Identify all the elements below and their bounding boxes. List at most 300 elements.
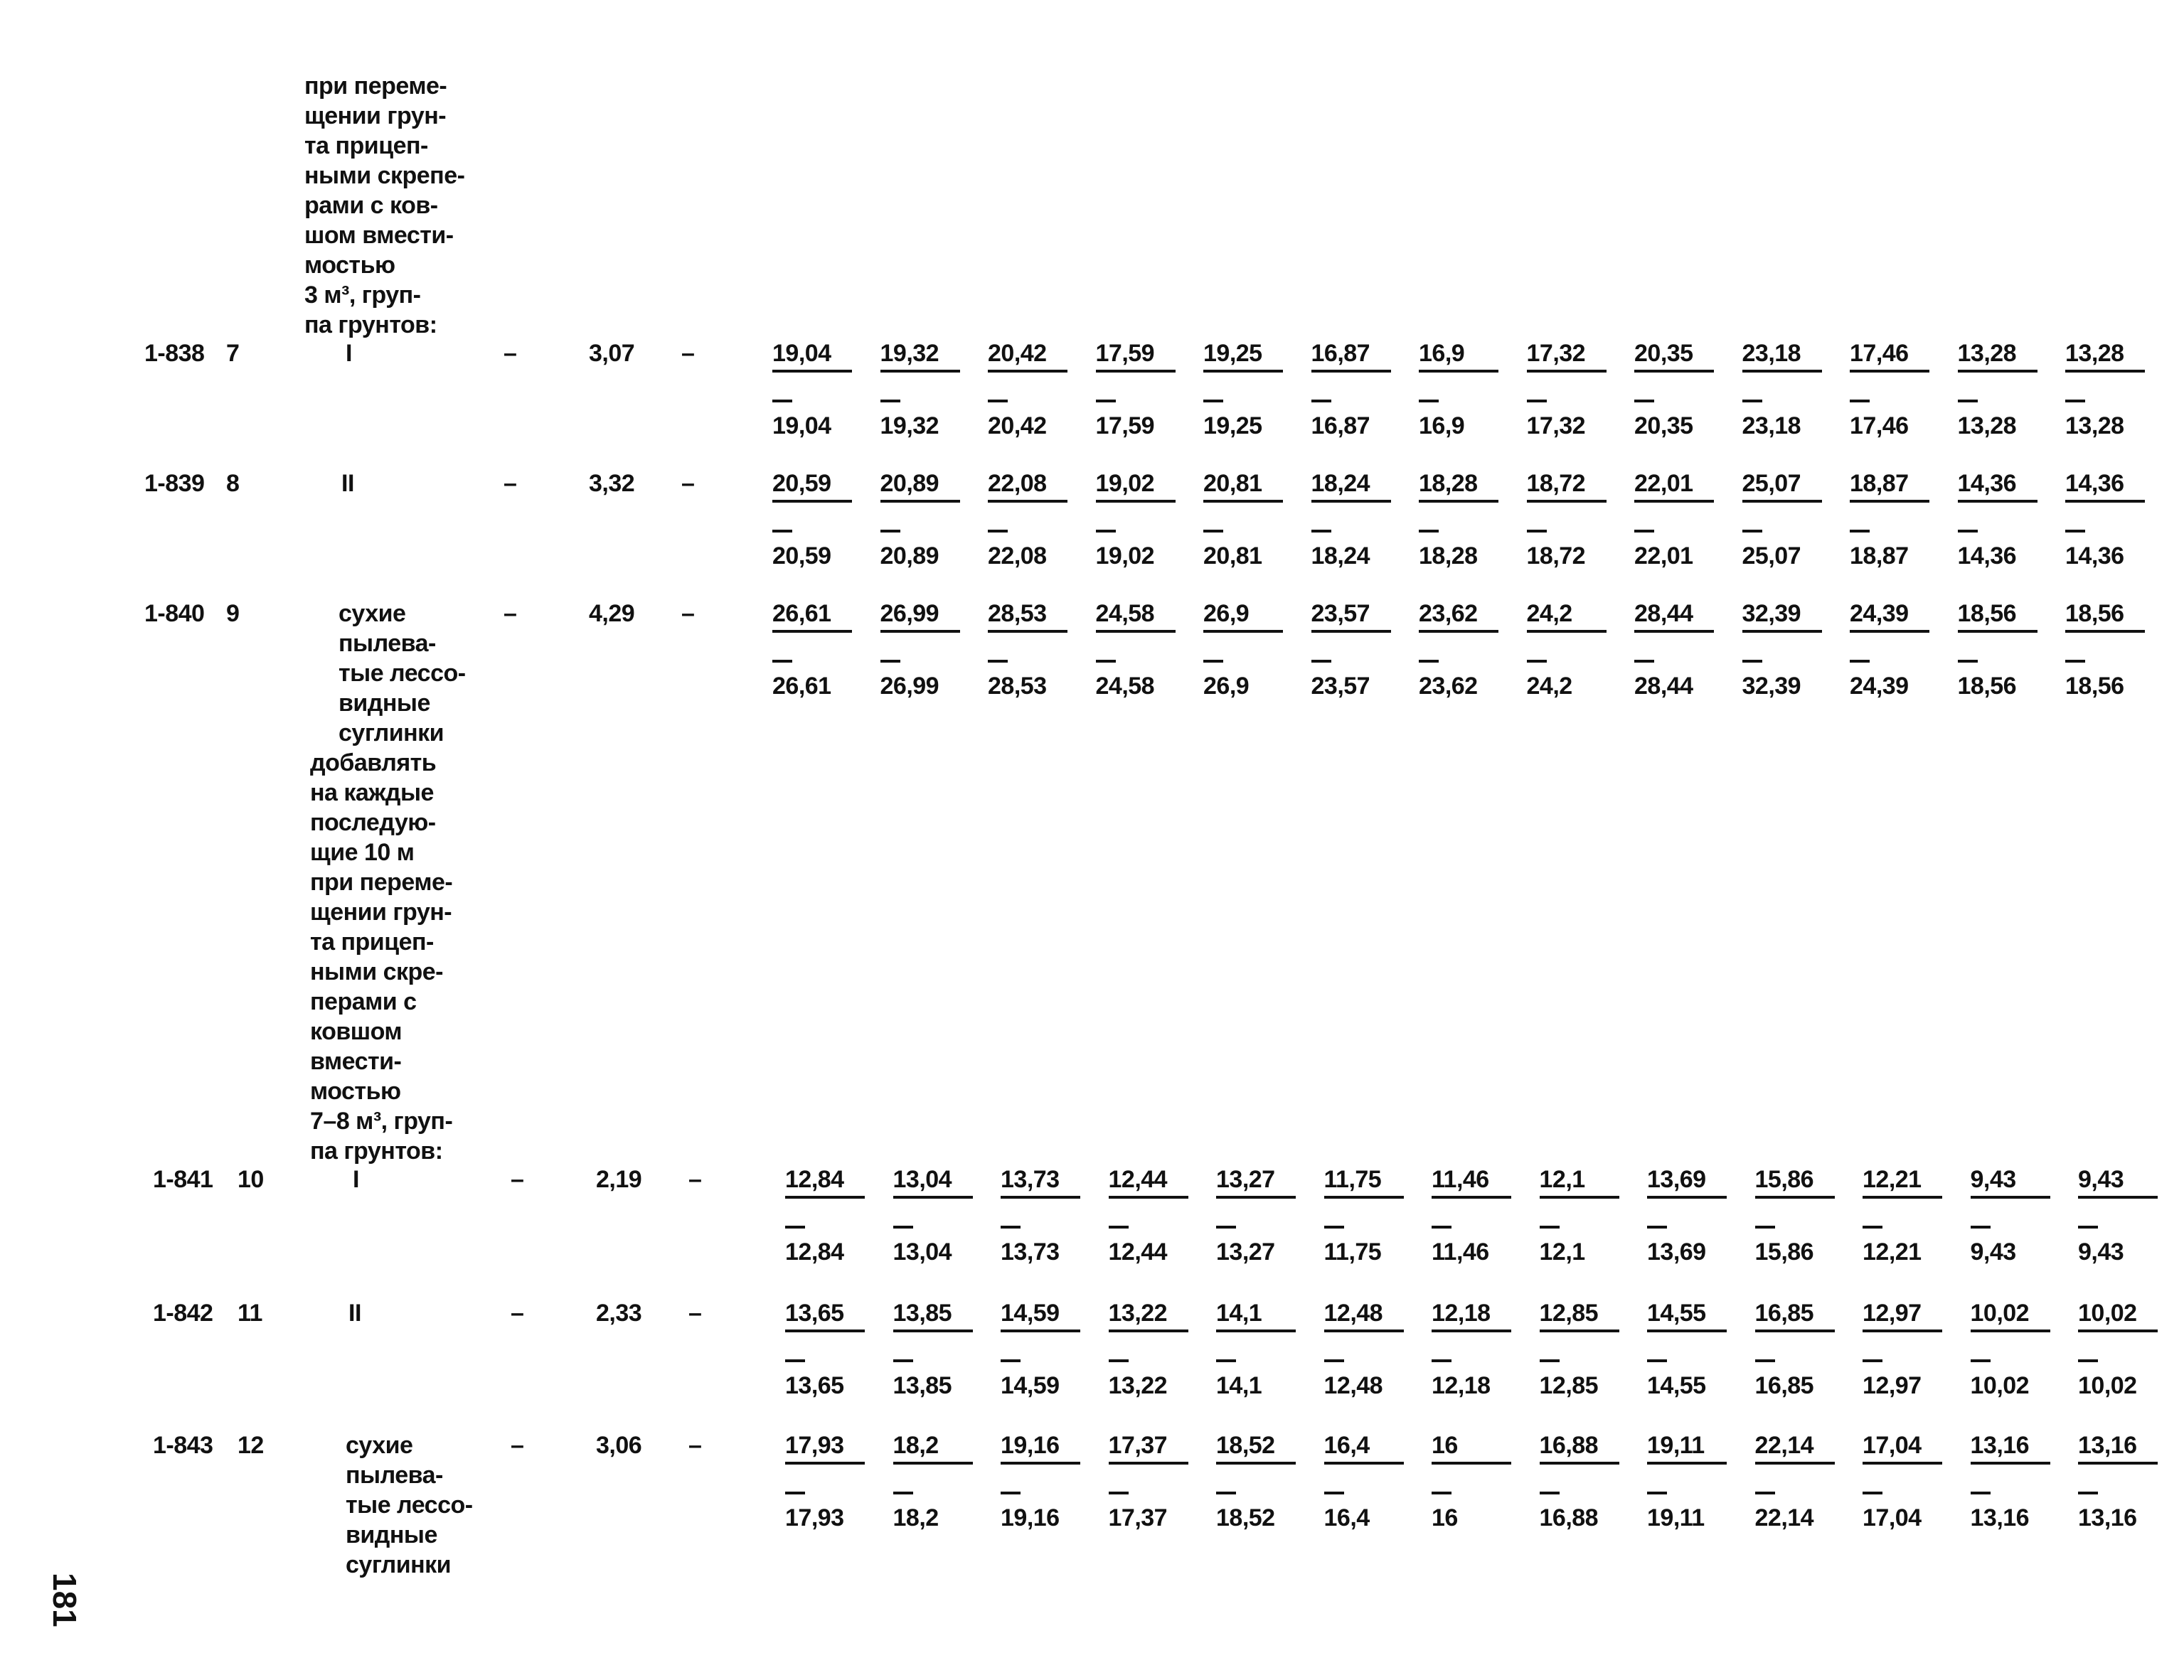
cell-denominator: 9,43 (1970, 1238, 2016, 1266)
fraction-bar (1755, 1462, 1835, 1465)
cell-denominator: 12,44 (1108, 1238, 1168, 1266)
fraction-bar (1634, 630, 1714, 633)
row-description: I (346, 340, 352, 367)
row-number: 8 (226, 470, 240, 497)
table-cell (1850, 338, 1949, 441)
table-cell (893, 1430, 993, 1533)
cell-denominator: 22,01 (1634, 542, 1693, 569)
fraction-dash (1109, 1492, 1129, 1494)
cell-numerator: 9,43 (1970, 1166, 2016, 1193)
fraction-dash (988, 660, 1008, 663)
fraction-dash (1419, 660, 1439, 663)
cell-denominator: 14,1 (1216, 1372, 1262, 1399)
fraction-bar (785, 1462, 865, 1465)
table-cell (2078, 1430, 2178, 1533)
cell-numerator: 12,97 (1863, 1300, 1922, 1327)
table-cell (880, 599, 980, 701)
fraction-bar (2078, 1462, 2158, 1465)
cell-numerator: 32,39 (1742, 600, 1801, 627)
cell-denominator: 13,73 (1001, 1238, 1060, 1266)
cell-denominator: 17,93 (785, 1504, 844, 1531)
cell-numerator: 13,27 (1216, 1166, 1275, 1193)
row-dash: – (681, 340, 695, 367)
fraction-dash (880, 530, 900, 533)
fraction-dash (1096, 400, 1116, 402)
table-cell (785, 1165, 885, 1267)
cell-numerator: 17,46 (1850, 340, 1909, 367)
table-cell (893, 1298, 993, 1401)
cell-numerator: 14,1 (1216, 1300, 1262, 1327)
cell-numerator: 25,07 (1742, 470, 1801, 497)
fraction-bar (1540, 1196, 1619, 1199)
fraction-dash (1540, 1359, 1560, 1362)
fraction-dash (1203, 530, 1223, 533)
fraction-bar (1742, 500, 1822, 503)
table-cell (1647, 1298, 1747, 1401)
cell-denominator: 24,39 (1850, 673, 1909, 700)
cell-denominator: 18,2 (893, 1504, 939, 1531)
cell-denominator: 9,43 (2078, 1238, 2124, 1266)
cell-denominator: 14,59 (1001, 1372, 1060, 1399)
fraction-dash (1971, 1359, 1991, 1362)
cell-denominator: 14,36 (2065, 542, 2124, 569)
row-dash: – (511, 1300, 524, 1327)
fraction-dash (1742, 660, 1762, 663)
cell-denominator: 16 (1432, 1504, 1458, 1531)
cell-denominator: 19,32 (880, 412, 939, 439)
fraction-bar (1527, 630, 1607, 633)
fraction-bar (1432, 1196, 1511, 1199)
row-code: 1-840 (144, 600, 205, 627)
fraction-bar (1096, 500, 1176, 503)
fraction-dash (1958, 400, 1978, 402)
row-number: 11 (238, 1300, 262, 1327)
cell-denominator: 14,36 (1957, 542, 2017, 569)
fraction-dash (785, 1492, 805, 1494)
row-cells (0, 469, 2184, 589)
cell-denominator: 13,22 (1108, 1372, 1168, 1399)
fraction-dash (2065, 660, 2085, 663)
row-dash: – (511, 1166, 524, 1193)
cell-denominator: 12,97 (1863, 1372, 1922, 1399)
fraction-dash (1540, 1226, 1560, 1229)
fraction-dash (1755, 1492, 1775, 1494)
row-dash: – (681, 600, 695, 627)
fraction-bar (772, 500, 852, 503)
table-cell (1634, 599, 1734, 701)
cell-numerator: 18,87 (1850, 470, 1909, 497)
table-cell (1216, 1298, 1316, 1401)
fraction-dash (988, 400, 1008, 402)
fraction-dash (1863, 1492, 1882, 1494)
fraction-bar (785, 1196, 865, 1199)
table-cell (1432, 1298, 1531, 1401)
cell-numerator: 12,18 (1432, 1300, 1491, 1327)
cell-denominator: 10,02 (2078, 1372, 2137, 1399)
row-dash: – (511, 1432, 524, 1459)
fraction-dash (1527, 660, 1547, 663)
table-cell (1971, 1165, 2070, 1267)
table-cell (1311, 338, 1411, 441)
fraction-bar (1527, 370, 1607, 373)
fraction-bar (1109, 1196, 1188, 1199)
fraction-bar (2078, 1329, 2158, 1332)
cell-numerator: 16,85 (1754, 1300, 1814, 1327)
table-cell (1419, 338, 1518, 441)
table-cell (1971, 1298, 2070, 1401)
fraction-dash (2078, 1492, 2098, 1494)
row-code: 1-839 (144, 470, 205, 497)
table-cell (785, 1430, 885, 1533)
row-cells (0, 599, 2184, 719)
cell-numerator: 13,65 (785, 1300, 844, 1327)
table-cell (772, 599, 872, 701)
row-value: 2,33 (596, 1300, 642, 1327)
cell-numerator: 17,59 (1095, 340, 1155, 367)
fraction-bar (1647, 1329, 1727, 1332)
fraction-bar (1324, 1462, 1404, 1465)
cell-numerator: 11,46 (1432, 1166, 1489, 1193)
row-dash: – (504, 470, 517, 497)
row-value: 4,29 (589, 600, 635, 627)
row-description: II (348, 1300, 361, 1327)
cell-denominator: 10,02 (1970, 1372, 2030, 1399)
cell-numerator: 13,28 (2065, 340, 2124, 367)
fraction-dash (2078, 1359, 2098, 1362)
cell-numerator: 16,88 (1539, 1432, 1599, 1459)
fraction-dash (2065, 530, 2085, 533)
cell-denominator: 12,21 (1863, 1238, 1922, 1266)
cell-denominator: 11,75 (1323, 1238, 1382, 1266)
cell-denominator: 28,44 (1634, 673, 1693, 700)
cell-numerator: 23,62 (1419, 600, 1478, 627)
table-cell (1324, 1430, 1424, 1533)
fraction-dash (1096, 660, 1116, 663)
fraction-dash (1432, 1492, 1451, 1494)
table-cell (1755, 1165, 1855, 1267)
fraction-bar (1311, 370, 1391, 373)
fraction-dash (1419, 530, 1439, 533)
cell-numerator: 12,48 (1323, 1300, 1383, 1327)
table-cell (772, 469, 872, 571)
fraction-bar (1540, 1462, 1619, 1465)
table-cell (1742, 599, 1842, 701)
fraction-dash (1324, 1226, 1344, 1229)
row-code: 1-842 (153, 1300, 213, 1327)
fraction-bar (1311, 500, 1391, 503)
cell-denominator: 18,28 (1419, 542, 1478, 569)
table-cell (1527, 338, 1626, 441)
cell-denominator: 18,56 (2065, 673, 2124, 700)
cell-numerator: 28,53 (988, 600, 1047, 627)
table-cell (2065, 599, 2165, 701)
fraction-dash (1109, 1359, 1129, 1362)
fraction-bar (1311, 630, 1391, 633)
cell-denominator: 13,04 (893, 1238, 952, 1266)
cell-numerator: 19,04 (772, 340, 831, 367)
fraction-dash (1971, 1226, 1991, 1229)
fraction-dash (1527, 400, 1547, 402)
cell-denominator: 18,56 (1957, 673, 2017, 700)
fraction-dash (1324, 1359, 1344, 1362)
row-number: 9 (226, 600, 240, 627)
cell-numerator: 18,28 (1419, 470, 1478, 497)
cell-denominator: 13,69 (1647, 1238, 1706, 1266)
fraction-bar (1203, 370, 1283, 373)
row-number: 12 (238, 1432, 264, 1459)
cell-denominator: 32,39 (1742, 673, 1801, 700)
cell-denominator: 17,59 (1095, 412, 1155, 439)
table-cell (1540, 1165, 1639, 1267)
cell-denominator: 15,86 (1754, 1238, 1814, 1266)
row-number: 10 (238, 1166, 264, 1193)
cell-numerator: 19,02 (1095, 470, 1155, 497)
fraction-dash (1755, 1226, 1775, 1229)
row-dash: – (681, 470, 695, 497)
cell-denominator: 12,18 (1432, 1372, 1491, 1399)
section-heading-1: при переме- щении грун- та прицеп- ными скрепе- рами с ков- шом вмести- мостью 3 м³, груп- па грунтов: (304, 73, 465, 338)
fraction-bar (1634, 370, 1714, 373)
cell-numerator: 16,87 (1311, 340, 1370, 367)
cell-numerator: 19,32 (880, 340, 939, 367)
table-cell (1958, 599, 2057, 701)
fraction-bar (1216, 1329, 1296, 1332)
cell-denominator: 25,07 (1742, 542, 1801, 569)
table-cell (1527, 469, 1626, 571)
cell-numerator: 26,61 (772, 600, 831, 627)
cell-numerator: 10,02 (2078, 1300, 2137, 1327)
cell-numerator: 22,08 (988, 470, 1047, 497)
fraction-dash (1742, 400, 1762, 402)
cell-numerator: 17,37 (1108, 1432, 1168, 1459)
cell-denominator: 17,32 (1526, 412, 1586, 439)
cell-denominator: 19,11 (1647, 1504, 1705, 1531)
fraction-dash (1096, 530, 1116, 533)
fraction-bar (1203, 500, 1283, 503)
cell-numerator: 13,22 (1108, 1300, 1168, 1327)
cell-numerator: 18,52 (1216, 1432, 1275, 1459)
cell-numerator: 17,04 (1863, 1432, 1922, 1459)
row-cells (9, 1430, 2170, 1551)
fraction-bar (1647, 1462, 1727, 1465)
cell-numerator: 19,11 (1647, 1432, 1705, 1459)
cell-denominator: 22,14 (1754, 1504, 1814, 1531)
row-dash: – (688, 1432, 702, 1459)
fraction-bar (1109, 1329, 1188, 1332)
fraction-bar (1742, 370, 1822, 373)
cell-numerator: 12,84 (785, 1166, 844, 1193)
cell-numerator: 18,2 (893, 1432, 939, 1459)
row-code: 1-843 (153, 1432, 213, 1459)
table-cell (2065, 469, 2165, 571)
cell-denominator: 20,81 (1203, 542, 1262, 569)
cell-denominator: 16,4 (1323, 1504, 1370, 1531)
cell-numerator: 22,14 (1754, 1432, 1814, 1459)
fraction-dash (880, 400, 900, 402)
table-cell (1432, 1430, 1531, 1533)
cell-numerator: 18,72 (1526, 470, 1586, 497)
cell-numerator: 12,85 (1539, 1300, 1599, 1327)
fraction-bar (1096, 630, 1176, 633)
table-cell (1540, 1430, 1639, 1533)
fraction-dash (2078, 1226, 2098, 1229)
cell-denominator: 11,46 (1432, 1238, 1489, 1266)
cell-numerator: 19,16 (1001, 1432, 1060, 1459)
fraction-bar (1971, 1462, 2050, 1465)
cell-numerator: 13,28 (1957, 340, 2017, 367)
cell-numerator: 20,89 (880, 470, 939, 497)
cell-denominator: 12,48 (1323, 1372, 1383, 1399)
fraction-bar (772, 370, 852, 373)
row-code: 1-838 (144, 340, 205, 367)
fraction-dash (2065, 400, 2085, 402)
cell-denominator: 17,46 (1850, 412, 1909, 439)
cell-denominator: 13,16 (1970, 1504, 2030, 1531)
fraction-dash (1216, 1492, 1236, 1494)
fraction-bar (893, 1196, 973, 1199)
cell-numerator: 16,9 (1419, 340, 1465, 367)
fraction-bar (2065, 500, 2145, 503)
table-cell (785, 1298, 885, 1401)
fraction-dash (772, 400, 792, 402)
table-cell (1742, 338, 1842, 441)
fraction-dash (1850, 660, 1870, 663)
cell-numerator: 13,85 (893, 1300, 952, 1327)
fraction-bar (988, 630, 1067, 633)
fraction-bar (1850, 370, 1929, 373)
fraction-bar (1634, 500, 1714, 503)
page-number: 181 (46, 1573, 83, 1627)
fraction-bar (988, 370, 1067, 373)
fraction-dash (772, 660, 792, 663)
table-cell (880, 338, 980, 441)
table-cell (1419, 599, 1518, 701)
cell-denominator: 18,24 (1311, 542, 1370, 569)
fraction-bar (1419, 630, 1498, 633)
cell-denominator: 16,87 (1311, 412, 1370, 439)
fraction-dash (1001, 1359, 1021, 1362)
cell-numerator: 28,44 (1634, 600, 1693, 627)
fraction-dash (1324, 1492, 1344, 1494)
fraction-bar (1527, 500, 1607, 503)
cell-numerator: 23,57 (1311, 600, 1370, 627)
fraction-dash (772, 530, 792, 533)
cell-denominator: 12,85 (1539, 1372, 1599, 1399)
cell-denominator: 16,88 (1539, 1504, 1599, 1531)
cell-denominator: 13,27 (1216, 1238, 1275, 1266)
table-cell (1001, 1430, 1100, 1533)
fraction-dash (1311, 660, 1331, 663)
cell-numerator: 16,4 (1323, 1432, 1370, 1459)
table-cell (1109, 1430, 1208, 1533)
fraction-dash (1647, 1492, 1667, 1494)
fraction-dash (1647, 1226, 1667, 1229)
table-cell (1109, 1298, 1208, 1401)
cell-denominator: 22,08 (988, 542, 1047, 569)
cell-numerator: 13,73 (1001, 1166, 1060, 1193)
table-cell (988, 338, 1087, 441)
fraction-bar (1324, 1196, 1404, 1199)
fraction-dash (1203, 660, 1223, 663)
fraction-dash (893, 1226, 913, 1229)
fraction-dash (1432, 1359, 1451, 1362)
fraction-bar (1971, 1196, 2050, 1199)
fraction-bar (772, 630, 852, 633)
row-code: 1-841 (153, 1166, 213, 1193)
fraction-dash (1634, 530, 1654, 533)
table-cell (893, 1165, 993, 1267)
fraction-dash (1432, 1226, 1451, 1229)
cell-numerator: 13,69 (1647, 1166, 1706, 1193)
cell-denominator: 20,59 (772, 542, 831, 569)
table-cell (1216, 1165, 1316, 1267)
cell-numerator: 14,59 (1001, 1300, 1060, 1327)
fraction-bar (988, 500, 1067, 503)
table-cell (1324, 1165, 1424, 1267)
fraction-bar (2078, 1196, 2158, 1199)
fraction-bar (1324, 1329, 1404, 1332)
fraction-bar (1742, 630, 1822, 633)
cell-denominator: 17,04 (1863, 1504, 1922, 1531)
cell-denominator: 13,28 (2065, 412, 2124, 439)
fraction-bar (1958, 370, 2037, 373)
cell-numerator: 13,16 (1970, 1432, 2030, 1459)
cell-denominator: 28,53 (988, 673, 1047, 700)
fraction-dash (1216, 1359, 1236, 1362)
cell-denominator: 19,25 (1203, 412, 1262, 439)
row-number: 7 (226, 340, 240, 367)
cell-denominator: 23,62 (1419, 673, 1478, 700)
cell-numerator: 15,86 (1754, 1166, 1814, 1193)
fraction-bar (2065, 370, 2145, 373)
fraction-dash (1958, 530, 1978, 533)
table-cell (1863, 1298, 1962, 1401)
table-cell (1647, 1165, 1747, 1267)
cell-numerator: 11,75 (1323, 1166, 1382, 1193)
cell-numerator: 12,21 (1863, 1166, 1922, 1193)
fraction-bar (785, 1329, 865, 1332)
row-cells (9, 1165, 2170, 1285)
row-dash: – (504, 340, 517, 367)
fraction-bar (1863, 1329, 1942, 1332)
cell-numerator: 9,43 (2078, 1166, 2124, 1193)
fraction-dash (1109, 1226, 1129, 1229)
table-cell (1634, 469, 1734, 571)
fraction-bar (1432, 1462, 1511, 1465)
fraction-bar (880, 370, 960, 373)
cell-denominator: 23,18 (1742, 412, 1801, 439)
cell-numerator: 17,32 (1526, 340, 1586, 367)
fraction-bar (880, 500, 960, 503)
fraction-bar (893, 1462, 973, 1465)
cell-numerator: 18,56 (1957, 600, 2017, 627)
table-cell (1203, 469, 1303, 571)
row-value: 2,19 (596, 1166, 642, 1193)
table-cell (772, 338, 872, 441)
fraction-bar (1971, 1329, 2050, 1332)
fraction-dash (1001, 1226, 1021, 1229)
cell-denominator: 19,02 (1095, 542, 1155, 569)
table-cell (1958, 338, 2057, 441)
cell-denominator: 26,99 (880, 673, 939, 700)
row-cells (9, 1298, 2170, 1419)
table-cell (1755, 1430, 1855, 1533)
row-description: II (341, 470, 354, 497)
cell-numerator: 20,81 (1203, 470, 1262, 497)
row-dash: – (504, 600, 517, 627)
cell-numerator: 22,01 (1634, 470, 1693, 497)
fraction-dash (1540, 1492, 1560, 1494)
